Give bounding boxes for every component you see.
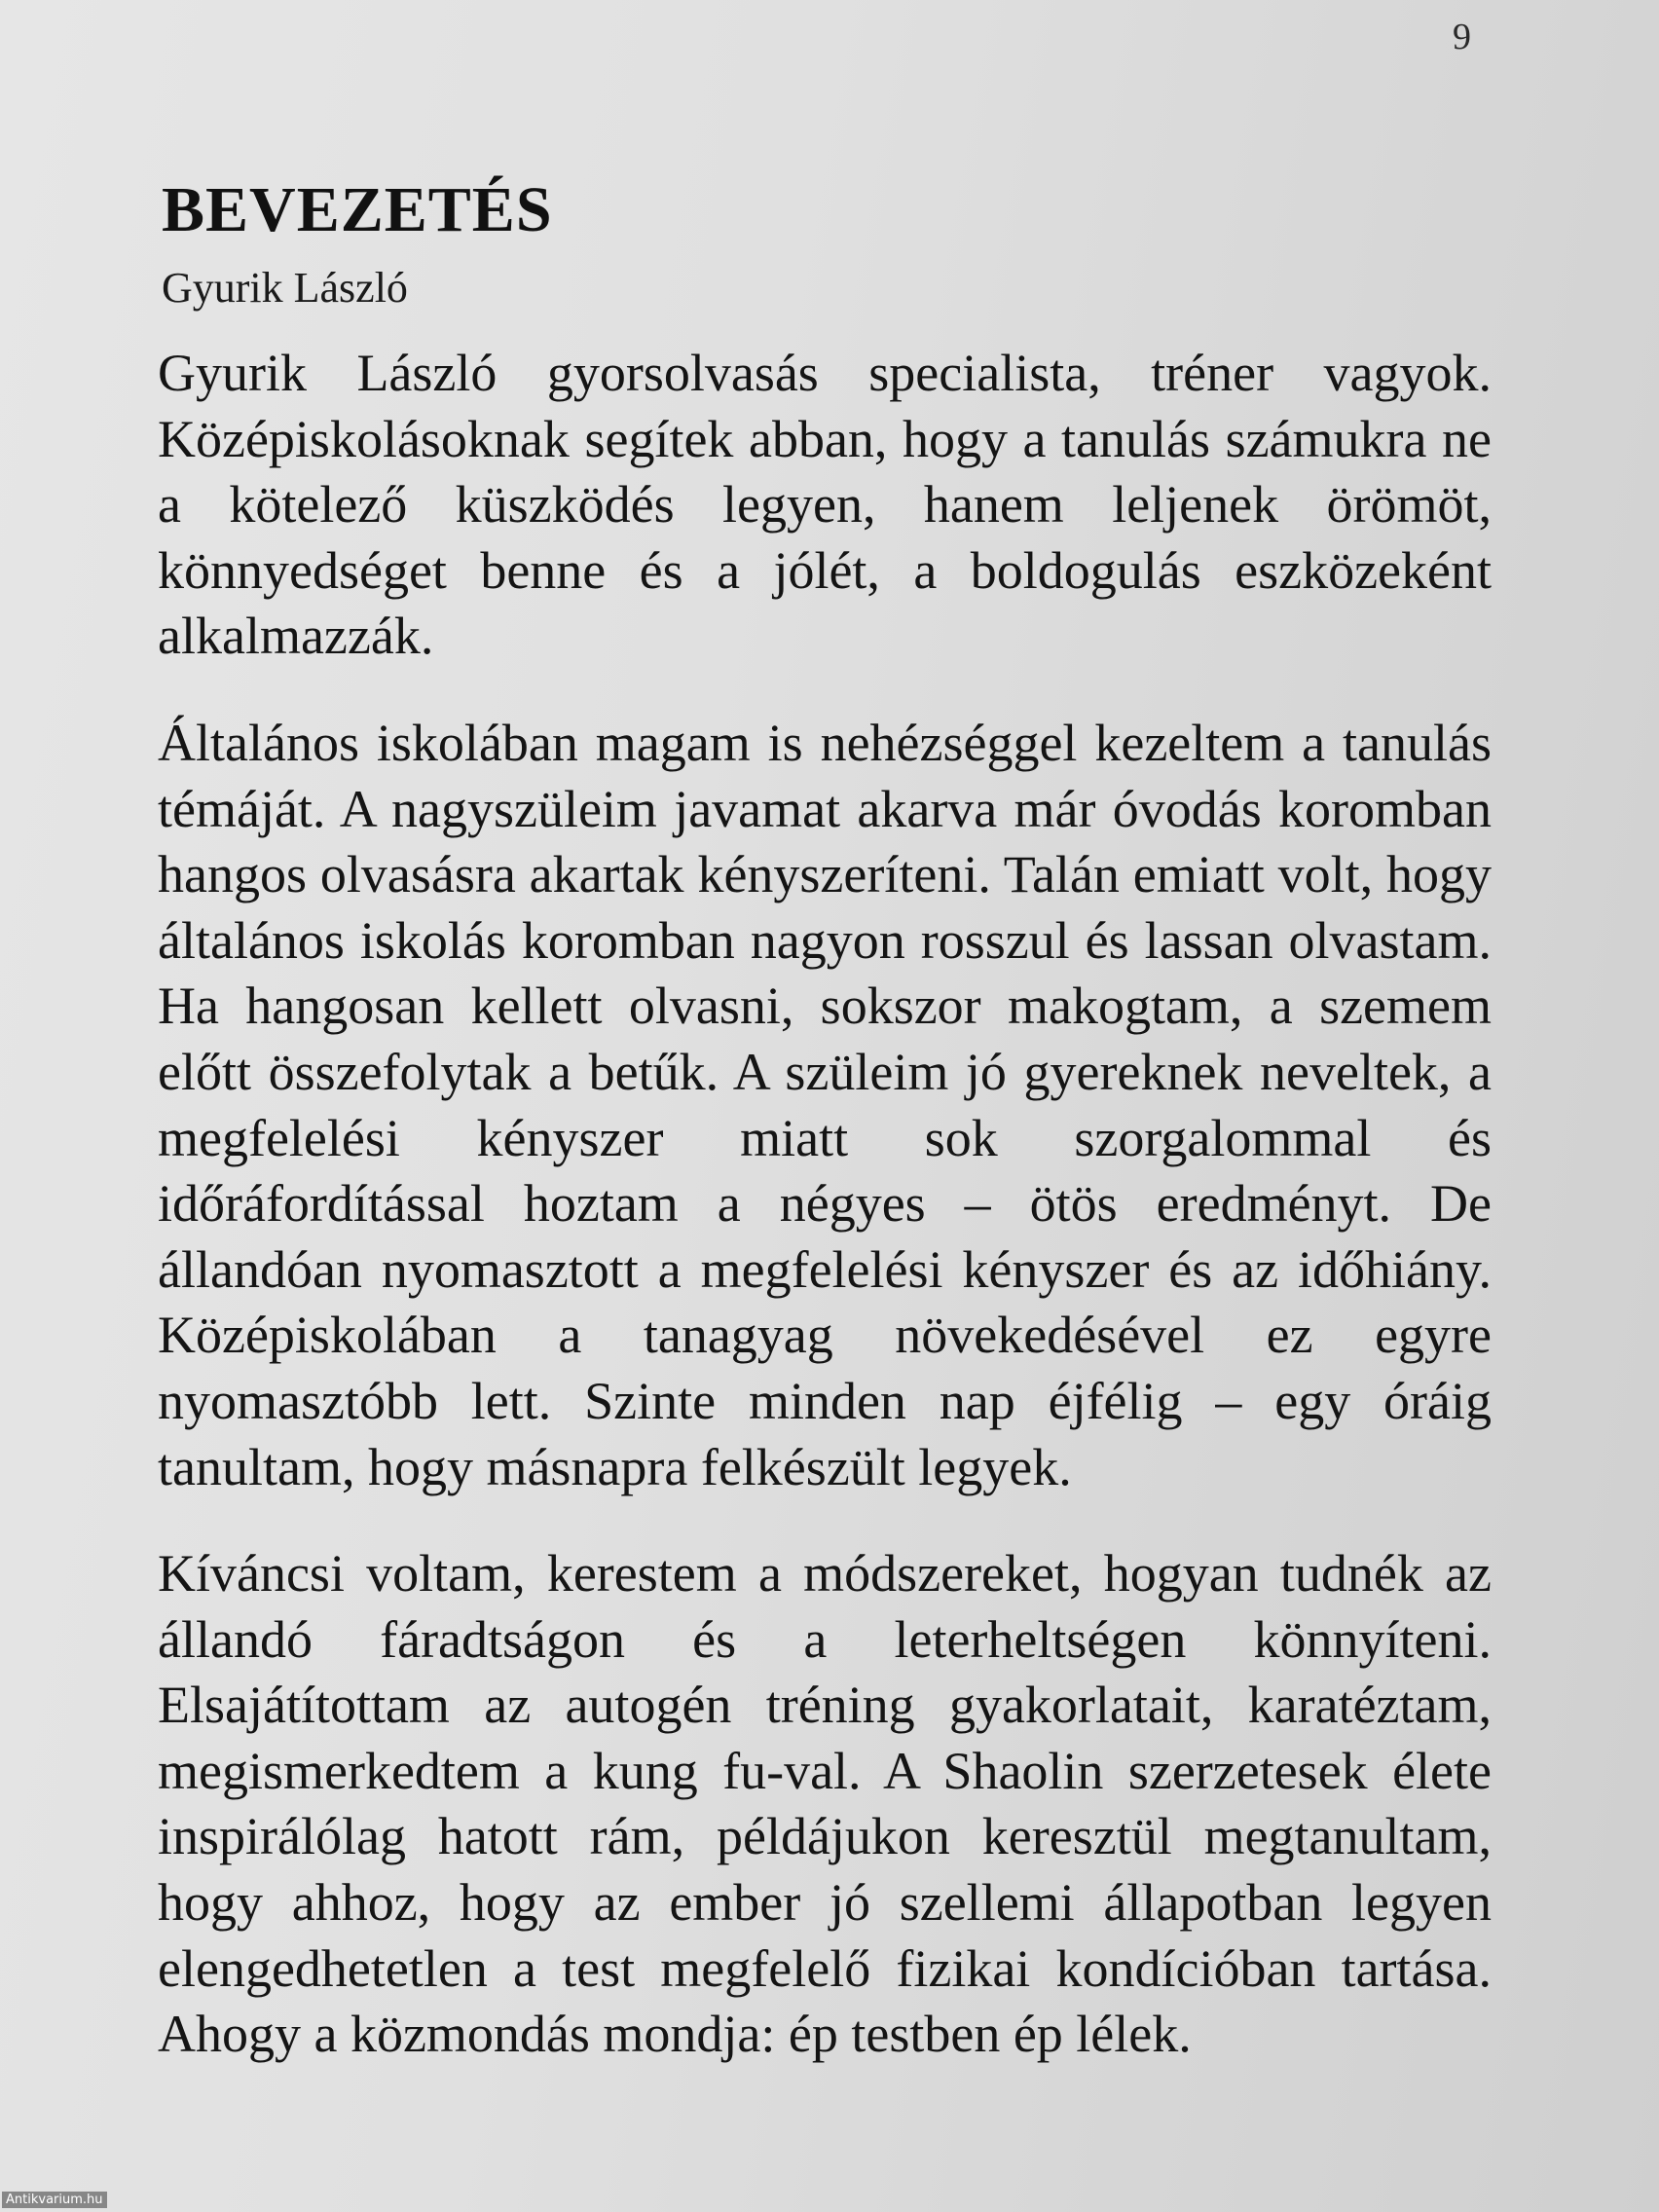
page-number: 9 <box>1453 17 1471 57</box>
paragraph-3: Kíváncsi voltam, kerestem a módszereket, hogyan tudnék az állandó fáradtságon és a leterheltségen könnyíteni. Elsajátítottam az autogén tréning gyakorlatait, karatéztam, megismerkedtem a kung fu-val. A Shaolin szerzetesek élete inspirálólag hatott rám, példájukon keresztül megtanultam, hogy ahhoz, hogy az ember jó szellemi állapotban legyen elengedhetetlen a test megfelelő fizikai kondícióban tartása. Ahogy a közmondás mondja: ép testben ép lélek. <box>158 1544 1492 2064</box>
body-text <box>158 341 1492 2109</box>
paragraph-2: Általános iskolában magam is nehézséggel kezeltem a tanulás témáját. A nagyszüleim javamat akarva már óvodás koromban hangos olvasásra akartak kényszeríteni. Talán emiatt volt, hogy általános iskolás koromban nagyon rosszul és lassan olvastam. Ha hangosan kellett olvasni, sokszor makogtam, a szemem előtt összefolytak a betűk. A szüleim jó gyereknek neveltek, a megfelelési kényszer miatt sok szorgalommal és időráfordítással hoztam a négyes – ötös eredményt. De állandóan nyomasztott a megfelelési kényszer és az időhiány. Középiskolában a tanagyag növekedésével ez egyre nyomasztóbb lett. Szinte minden nap éjfélig – egy óráig tanultam, hogy másnapra felkészült legyek. <box>158 713 1492 1496</box>
watermark: Antikvarium.hu <box>2 2192 107 2208</box>
chapter-title: BEVEZETÉS <box>162 174 553 245</box>
paragraph-1: Gyurik László gyorsolvasás specialista, tréner vagyok. Középiskolásoknak segítek abban, hogy a tanulás számukra ne a kötelező küszködés legyen, hanem leljenek örömöt, könnyedséget benne és a jólét, a boldogulás eszközeként alkalmazzák. <box>158 344 1492 666</box>
chapter-author: Gyurik László <box>162 264 408 312</box>
